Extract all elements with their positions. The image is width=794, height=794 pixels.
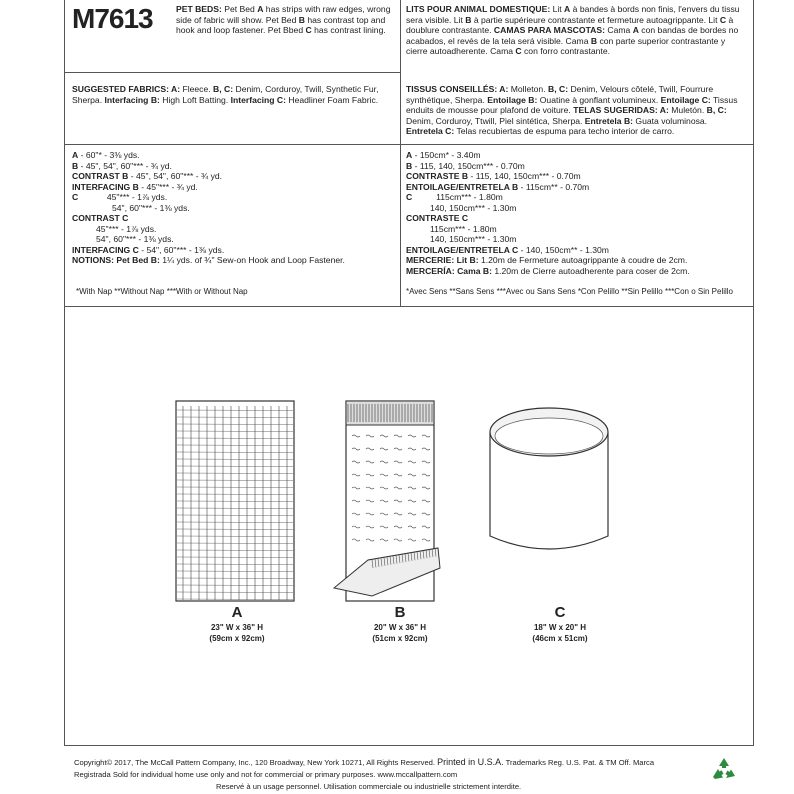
fr-yardage-label: ENTOILAGE/ENTRETELA C (406, 244, 519, 255)
en-yardage-label: CONTRAST C (72, 213, 129, 223)
column-divider (400, 0, 401, 306)
en-yardage-value: - 60"* - 3⅜ yds. (78, 150, 140, 160)
fr-fabrics-seg: Entoilage C: (660, 94, 711, 105)
fr-es-yardage-table (406, 150, 746, 276)
usage-line: Registrada Sold for individual home use only and not for commercial or primary purposes. www.mccallpattern.com (74, 770, 458, 779)
rule-yardage (64, 306, 754, 307)
fr-description-seg: con bandas de bordes no acabados, el revés de la tela será visible. Cama (406, 25, 739, 46)
en-fabrics-seg: High Loft Batting. (159, 94, 231, 105)
fr-yardage-value: 1.20m de Cierre autoadherente para coser de 2cm. (491, 265, 690, 276)
fr-fabrics-seg: TELAS SUGERIDAS: A: (573, 105, 669, 115)
fr-description-seg: A (632, 25, 639, 35)
fr-fabrics-seg: Tissus enduits de mousse pour plafond de voiture. (406, 94, 738, 115)
en-fabrics-seg: B, C: (213, 84, 234, 94)
recycle-icon (710, 756, 738, 784)
pet-bed-c-illustration (484, 404, 614, 564)
en-yardage-row (72, 224, 398, 235)
en-yardage-row (72, 255, 398, 266)
trademark-text: Trademarks Reg. U.S. Pat. & TM Off. Marca (505, 758, 655, 767)
fr-fabrics-seg: Muletón. (668, 105, 707, 115)
en-yardage-value: - 45", 54", 60"*** - ¾ yd. (78, 160, 172, 171)
fr-fabrics-seg: Entoilage B: (487, 94, 538, 105)
fr-yardage-row (406, 150, 746, 161)
en-yardage-value: 45"*** - 1⅞ yds. (78, 192, 168, 202)
fr-description-seg: A (564, 4, 571, 14)
copyright-text: Copyright© 2017, The McCall Pattern Company, Inc., 120 Broadway, New York 10271, All Rights Reserved. (74, 758, 435, 767)
view-a-caption (175, 604, 299, 644)
fr-yardage-value: 140, 150cm*** - 1.30m (430, 202, 517, 213)
fr-yardage-label: B (406, 160, 413, 171)
fr-yardage-value: - 115cm** - 0.70m (518, 181, 590, 192)
en-fabrics-seg: Headliner Foam Fabric. (285, 94, 379, 105)
rule-header-left (64, 72, 400, 73)
pet-bed-a-illustration (175, 400, 295, 602)
fr-yardage-value: - 150cm* - 3.40m (412, 150, 481, 160)
fr-yardage-label: C (406, 192, 413, 202)
en-yardage-value: - 45"*** - ¾ yd. (138, 181, 198, 192)
fr-description-seg: à bandes à bords non finis, l'envers du tissu sera visible. Lit (406, 4, 740, 25)
en-yardage-value: 45"*** - 1⅞ yds. (96, 223, 157, 234)
pet-bed-b-illustration (328, 400, 454, 606)
fr-description-seg: à partie supérieure contrastante et fermeture autoagrippante. Lit (471, 14, 720, 25)
en-yardage-row (72, 182, 398, 193)
en-yardage-row (72, 245, 398, 256)
fr-fabrics-seg: Ouatine à gonflant volumineux. (537, 94, 661, 105)
fr-description-seg: Cama (604, 25, 633, 35)
fr-yardage-row (406, 192, 746, 203)
en-yardage-row (72, 213, 398, 224)
en-yardage-label: INTERFACING C (72, 244, 139, 255)
en-yardage-label: INTERFACING B (72, 181, 139, 192)
en-yardage-table (72, 150, 398, 266)
fr-description-seg: B (465, 14, 472, 25)
fr-yardage-row (406, 203, 746, 214)
fr-fabrics-seg: TISSUS CONSEILLÉS: A: (406, 84, 509, 94)
en-fabrics-seg: Interfacing C: (230, 94, 286, 105)
copyright-line (74, 758, 654, 767)
view-a-size-in: 23" W x 36" H (210, 623, 264, 632)
fr-yardage-value: 140, 150cm*** - 1.30m (430, 234, 517, 244)
fr-yardage-label: CONTRASTE C (406, 213, 469, 223)
fr-yardage-label: CONTRASTE B (406, 171, 469, 181)
en-yardage-label: A (72, 150, 79, 160)
fr-description-seg: C (515, 46, 522, 56)
fr-yardage-row (406, 224, 746, 235)
view-b-size-in: 20" W x 36" H (373, 623, 427, 632)
view-a-size-cm: (59cm x 92cm) (209, 634, 265, 643)
fr-yardage-row (406, 245, 746, 256)
fr-yardage-row (406, 171, 746, 182)
fr-description-seg: con forro contrastante. (521, 46, 610, 56)
rule-fabrics (64, 144, 754, 145)
en-description-seg: Pet Bed (221, 4, 258, 14)
fr-yardage-row (406, 213, 746, 224)
view-b-size-cm: (51cm x 92cm) (372, 634, 428, 643)
en-description-seg: B (298, 14, 305, 25)
en-yardage-value: 54", 60"*** - 1⅜ yds. (112, 202, 190, 213)
fr-description-seg: Lit (550, 4, 565, 14)
fr-yardage-value: - 115, 140, 150cm*** - 0.70m (468, 171, 581, 181)
en-yardage-row (72, 171, 398, 182)
en-description (176, 4, 396, 36)
fr-yardage-label: MERCERIE: Lit B: (406, 255, 479, 265)
en-yardage-row (72, 192, 398, 203)
en-description-seg: PET BEDS: (176, 4, 222, 14)
fr-fabrics-seg: B, C: (548, 84, 569, 94)
fr-fabrics-seg: Telas recubiertas de espuma para techo interior de carro. (454, 126, 675, 136)
en-suggested-fabrics (72, 84, 394, 105)
fr-yardage-row (406, 182, 746, 193)
fr-es-description (406, 4, 746, 57)
en-fabrics-seg: Fleece. (180, 84, 214, 94)
fr-fabrics-seg: Denim, Corduroy, Ttwill, Piel sintética, Sherpa. (406, 115, 585, 126)
en-description-seg: has strips with raw edges, wrong side of fabric will show. Pet Bed (176, 4, 391, 25)
en-yardage-label: C (72, 192, 79, 202)
view-a-letter: A (231, 604, 243, 621)
fr-description-seg: C (719, 14, 727, 25)
fr-yardage-value: 115cm*** - 1.80m (430, 223, 497, 234)
en-nap-note: *With Nap **Without Nap ***With or Without Nap (76, 287, 248, 296)
fr-fabrics-seg: Entretela C: (406, 126, 455, 136)
en-fabrics-seg: SUGGESTED FABRICS: A: (72, 84, 181, 94)
view-c-caption (498, 604, 622, 644)
fr-yardage-row (406, 255, 746, 266)
fr-fabrics-seg: Denim, Velours côtelé, Twill, Fourrure synthétique, Sherpa. (406, 84, 714, 105)
en-yardage-value: 54", 60"*** - 1⅜ yds. (96, 234, 174, 244)
fr-description-seg: LITS POUR ANIMAL DOMESTIQUE: (406, 4, 551, 14)
fr-es-nap-note: *Avec Sens **Sans Sens ***Avec ou Sans Sens *Con Pelillo **Sin Pelillo ***Con o Sin Pelillo (406, 287, 734, 296)
fr-yardage-row (406, 266, 746, 277)
fr-yardage-value: - 140, 150cm** - 1.30m (518, 244, 609, 255)
fr-fabrics-seg: Entretela B: (584, 115, 634, 126)
en-yardage-row (72, 203, 398, 214)
en-description-seg: has contrast lining. (311, 25, 386, 35)
en-yardage-row (72, 234, 398, 245)
fr-fabrics-seg: B, C: (706, 105, 727, 115)
fr-yardage-value: 1.20m de Fermeture autoagrippante à coudre de 2cm. (478, 255, 688, 265)
fr-fabrics-seg: Molleton. (508, 84, 548, 94)
fr-yardage-value: 115cm*** - 1.80m (412, 192, 503, 202)
fr-yardage-row (406, 234, 746, 245)
en-description-seg: C (305, 25, 312, 35)
printed-in: Printed in U.S.A. (437, 757, 504, 767)
fr-description-seg: B (590, 35, 598, 46)
fr-es-suggested-fabrics (406, 84, 746, 137)
fr-description-seg: à doublure contrastante. (406, 14, 734, 35)
en-description-seg: A (257, 4, 264, 14)
usage-line-fr: Reservé à un usage personnel. Utilisation commerciale ou industrielle strictement interdite. (216, 782, 522, 791)
fr-yardage-row (406, 161, 746, 172)
fr-yardage-value: - 115, 140, 150cm*** - 0.70m (412, 160, 525, 171)
fr-description-seg: CAMAS PARA MASCOTAS: (493, 25, 605, 35)
en-yardage-value: 1¼ yds. of ¾" Sew-on Hook and Loop Fastener. (159, 255, 345, 265)
fr-yardage-label: ENTOILAGE/ENTRETELA B (406, 181, 519, 192)
fr-yardage-label: MERCERÍA: Cama B: (406, 265, 492, 276)
en-yardage-label: B (72, 160, 79, 171)
en-yardage-value: - 54", 60"*** - 1⅜ yds. (138, 244, 225, 255)
view-c-size-cm: (46cm x 51cm) (532, 634, 588, 643)
en-yardage-label: NOTIONS: Pet Bed B: (72, 255, 160, 265)
en-yardage-value: - 45", 54", 60"*** - ¾ yd. (128, 171, 223, 181)
view-b-caption (338, 604, 462, 644)
en-fabrics-seg: Denim, Corduroy, Twill, Synthetic Fur, Sherpa. (72, 84, 379, 105)
en-fabrics-seg: Interfacing B: (104, 94, 160, 105)
en-yardage-row (72, 150, 398, 161)
en-yardage-row (72, 161, 398, 172)
fr-fabrics-seg: Guata voluminosa. (633, 115, 708, 126)
en-description-seg: has contrast top and hook and loop fastener. Pet Bbed (176, 14, 386, 35)
fr-description-seg: con parte superior contrastante y cierre autoadherente. Cama (406, 35, 726, 56)
view-c-letter: C (554, 604, 566, 621)
pattern-code: M7613 (72, 3, 153, 34)
fr-yardage-label: A (406, 150, 413, 160)
en-yardage-label: CONTRAST B (72, 171, 129, 181)
view-c-size-in: 18" W x 20" H (533, 623, 587, 632)
view-b-letter: B (394, 604, 406, 621)
